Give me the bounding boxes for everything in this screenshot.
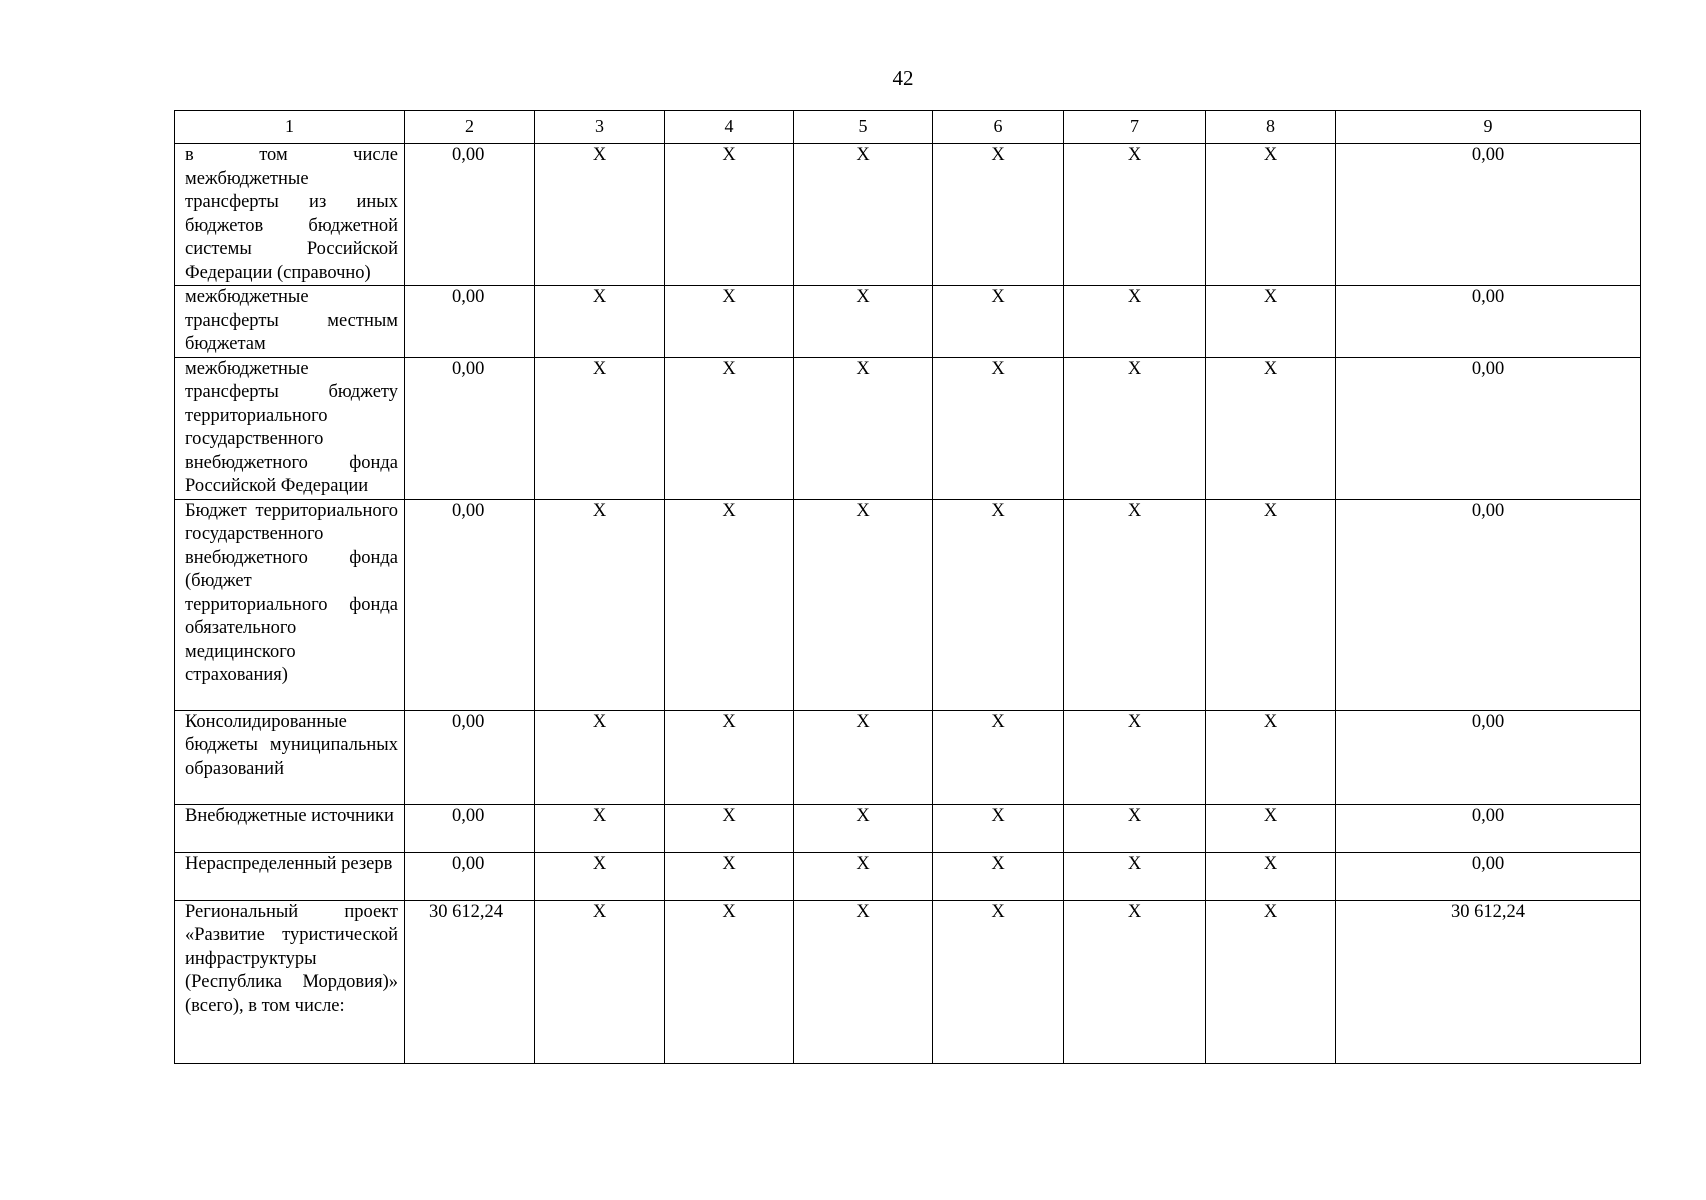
amount-cell: 0,00 [405,710,535,804]
table-row [175,286,1641,358]
total-cell: 0,00 [1336,357,1641,499]
column-header: 9 [1336,111,1641,144]
budget-table [174,110,1641,1064]
not-applicable-mark: X [665,357,794,499]
total-cell: 0,00 [1336,499,1641,710]
not-applicable-mark: X [1064,710,1206,804]
not-applicable-mark: X [535,357,665,499]
not-applicable-mark: X [1206,144,1336,286]
table-row [175,710,1641,804]
amount-cell: 0,00 [405,144,535,286]
column-header: 3 [535,111,665,144]
row-label: Нераспределенный резерв [175,852,405,900]
not-applicable-mark: X [535,804,665,852]
not-applicable-mark: X [665,710,794,804]
not-applicable-mark: X [665,499,794,710]
not-applicable-mark: X [1064,804,1206,852]
not-applicable-mark: X [1064,852,1206,900]
not-applicable-mark: X [1206,286,1336,358]
row-label: Бюджет территориального государственного внебюджетного фонда (бюджет территориального фонда обязательного медицинского страхования) [175,499,405,710]
column-number-row [175,111,1641,144]
table-row [175,900,1641,1063]
not-applicable-mark: X [535,499,665,710]
not-applicable-mark: X [794,852,933,900]
column-header: 7 [1064,111,1206,144]
total-cell: 0,00 [1336,852,1641,900]
column-header: 8 [1206,111,1336,144]
column-header: 4 [665,111,794,144]
not-applicable-mark: X [794,499,933,710]
total-cell: 30 612,24 [1336,900,1641,1063]
total-cell: 0,00 [1336,710,1641,804]
not-applicable-mark: X [665,286,794,358]
table-row [175,144,1641,286]
not-applicable-mark: X [933,710,1064,804]
not-applicable-mark: X [1206,357,1336,499]
amount-cell: 0,00 [405,804,535,852]
column-header: 2 [405,111,535,144]
amount-cell: 0,00 [405,499,535,710]
not-applicable-mark: X [1206,710,1336,804]
row-label: Региональный проект «Развитие туристической инфраструктуры (Республика Мордовия)» (всего), в том числе: [175,900,405,1063]
total-cell: 0,00 [1336,144,1641,286]
amount-cell: 0,00 [405,852,535,900]
not-applicable-mark: X [933,144,1064,286]
row-label: межбюджетные трансферты местным бюджетам [175,286,405,358]
not-applicable-mark: X [933,900,1064,1063]
not-applicable-mark: X [1206,900,1336,1063]
total-cell: 0,00 [1336,804,1641,852]
amount-cell: 0,00 [405,286,535,358]
page-number: 42 [892,66,914,90]
not-applicable-mark: X [933,852,1064,900]
not-applicable-mark: X [535,144,665,286]
column-header: 5 [794,111,933,144]
not-applicable-mark: X [794,357,933,499]
not-applicable-mark: X [535,900,665,1063]
amount-cell: 30 612,24 [405,900,535,1063]
not-applicable-mark: X [1064,286,1206,358]
not-applicable-mark: X [794,286,933,358]
not-applicable-mark: X [794,900,933,1063]
total-cell: 0,00 [1336,286,1641,358]
not-applicable-mark: X [1064,144,1206,286]
not-applicable-mark: X [665,852,794,900]
not-applicable-mark: X [665,804,794,852]
table-row [175,804,1641,852]
not-applicable-mark: X [665,144,794,286]
not-applicable-mark: X [933,286,1064,358]
not-applicable-mark: X [794,804,933,852]
not-applicable-mark: X [933,357,1064,499]
table-row [175,852,1641,900]
not-applicable-mark: X [1064,357,1206,499]
column-header: 6 [933,111,1064,144]
row-label: межбюджетные трансферты бюджету территориального государственного внебюджетного фонда Российской Федерации [175,357,405,499]
not-applicable-mark: X [933,499,1064,710]
not-applicable-mark: X [535,710,665,804]
row-label: Консолидированные бюджеты муниципальных образований [175,710,405,804]
not-applicable-mark: X [1064,900,1206,1063]
not-applicable-mark: X [933,804,1064,852]
not-applicable-mark: X [1206,852,1336,900]
not-applicable-mark: X [1206,499,1336,710]
not-applicable-mark: X [1206,804,1336,852]
not-applicable-mark: X [794,710,933,804]
not-applicable-mark: X [794,144,933,286]
not-applicable-mark: X [665,900,794,1063]
not-applicable-mark: X [535,286,665,358]
amount-cell: 0,00 [405,357,535,499]
row-label: Внебюджетные источники [175,804,405,852]
table-row [175,499,1641,710]
row-label: в том числе межбюджетные трансферты из иных бюджетов бюджетной системы Российской Федерации (справочно) [175,144,405,286]
not-applicable-mark: X [1064,499,1206,710]
table-row [175,357,1641,499]
not-applicable-mark: X [535,852,665,900]
column-header: 1 [175,111,405,144]
